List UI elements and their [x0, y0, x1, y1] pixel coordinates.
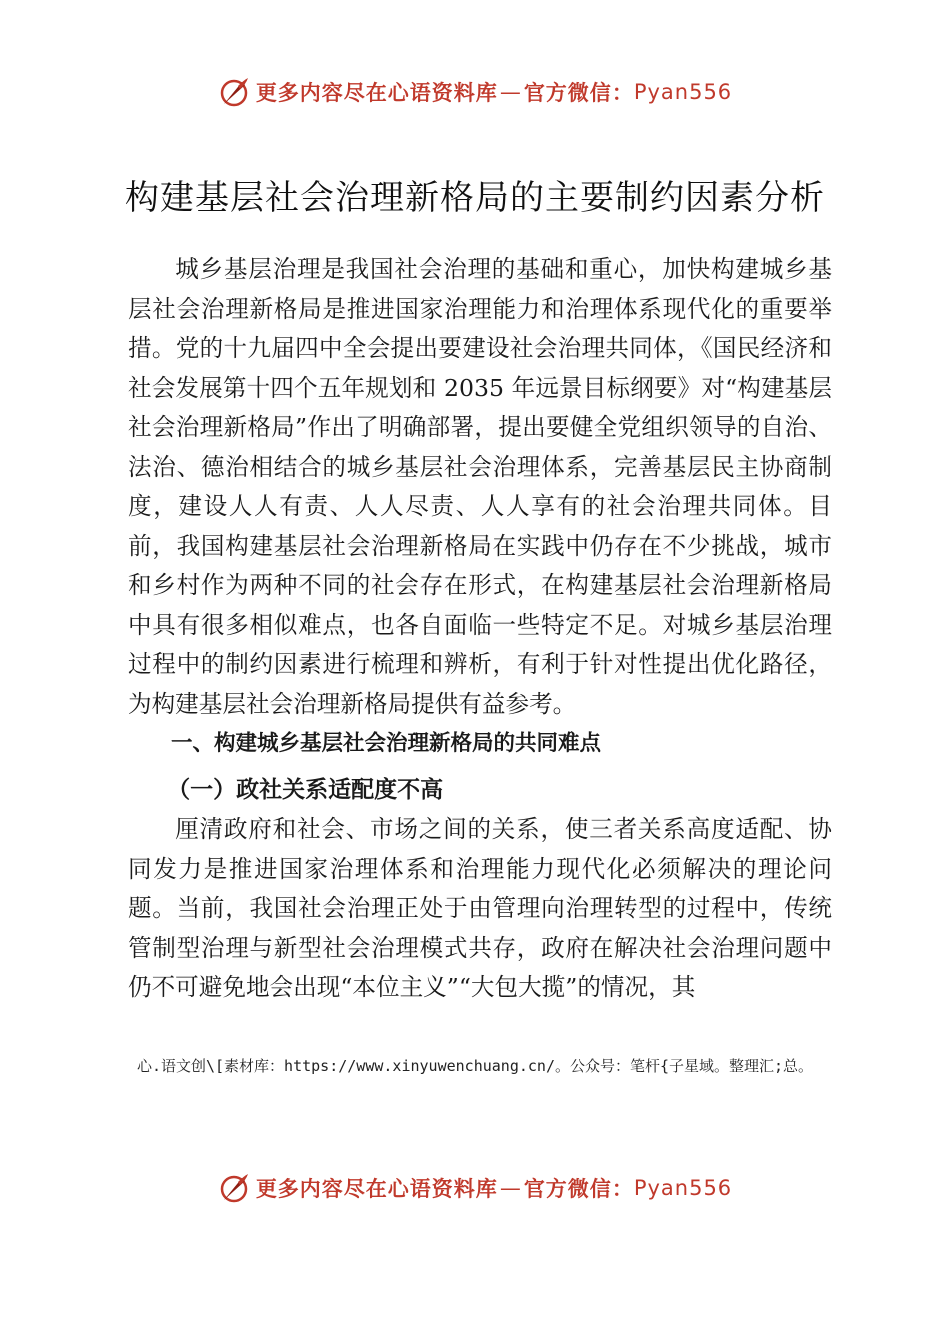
document-body	[128, 250, 832, 1008]
footer-banner	[0, 1168, 950, 1208]
banner-brand: 更多内容尽在心语资料库	[255, 81, 498, 105]
document-title: 构建基层社会治理新格局的主要制约因素分析	[125, 178, 825, 218]
source-footnote: 心.语文创\[素材库：https://www.xinyuwenchuang.cn/。公众号：笔杆{子星域。整理汇;总。	[136, 1057, 814, 1075]
subsection-heading: （一）政社关系适配度不高	[167, 777, 444, 803]
banner-wechat-id: Pyan556	[633, 1176, 733, 1200]
banner-dash: —	[499, 1176, 522, 1200]
banner-sep: ：	[611, 81, 634, 105]
banner-wechat-id: Pyan556	[633, 80, 733, 104]
feather-pen-logo-icon	[218, 1172, 250, 1204]
header-banner	[0, 72, 950, 112]
banner-sep: ：	[611, 1177, 634, 1201]
section-heading: 一、构建城乡基层社会治理新格局的共同难点	[171, 731, 602, 756]
banner-dash: —	[499, 80, 522, 104]
banner-official: 官方微信	[523, 1177, 612, 1201]
banner-official: 官方微信	[523, 81, 612, 105]
intro-paragraph: 城乡基层治理是我国社会治理的基础和重心，加快构建城乡基层社会治理新格局是推进国家治理能力和治理体系现代化的重要举措。党的十九届四中全会提出要建设社会治理共同体，《国民经济和社会发展第十四个五年规划和 2035 年远景目标纲要》对“构建基层社会治理新格局”作出了明确部署，提出要健全党组织领导的自治、法治、德治相结合的城乡基层社会治理体系，完善基层民主协商制度，建设人人有责、人人尽责、人人享有的社会治理共同体。目前，我国构建基层社会治理新格局在实践中仍存在不少挑战，城市和乡村作为两种不同的社会存在形式，在构建基层社会治理新格局中具有很多相似难点，也各自面临一些特定不足。对城乡基层治理过程中的制约因素进行梳理和辨析，有利于针对性提出优化路径，为构建基层社会治理新格局提供有益参考。	[128, 255, 832, 718]
banner-brand: 更多内容尽在心语资料库	[255, 1177, 498, 1201]
feather-pen-logo-icon	[218, 76, 250, 108]
body-paragraph: 厘清政府和社会、市场之间的关系，使三者关系高度适配、协同发力是推进国家治理体系和治理能力现代化必须解决的理论问题。当前，我国社会治理正处于由管理向治理转型的过程中，传统管制型治理与新型社会治理模式共存，政府在解决社会治理问题中仍不可避免地会出现“本位主义”“大包大揽”的情况，其	[128, 815, 832, 1001]
